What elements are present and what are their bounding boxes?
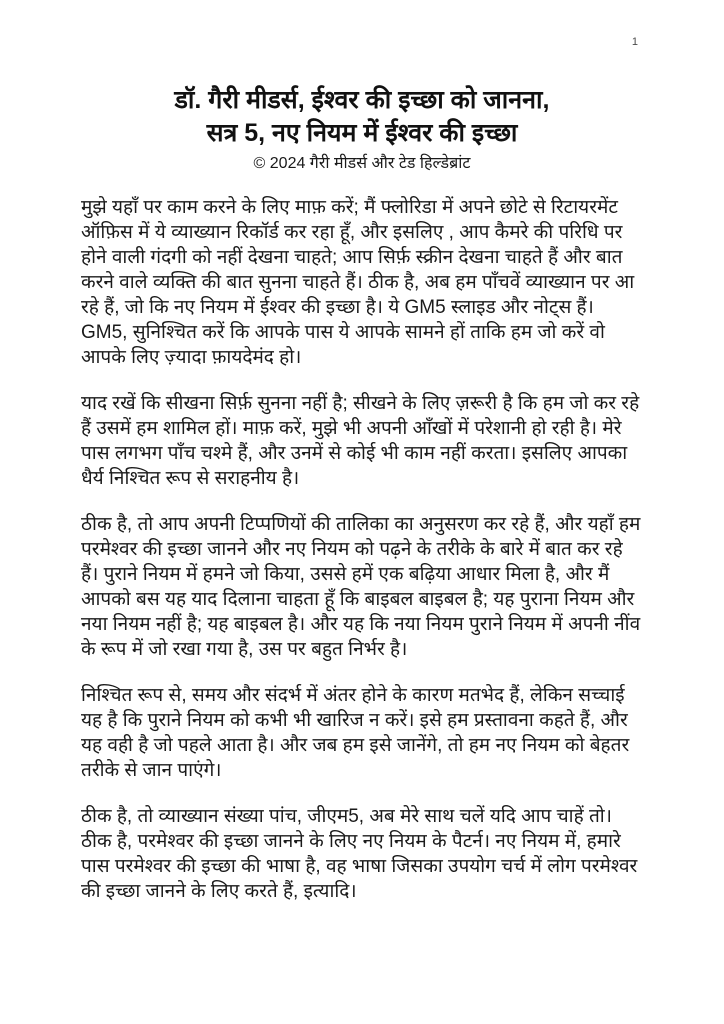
document-header <box>0 84 724 174</box>
title-line-1: डॉ. गैरी मीडर्स, ईश्वर की इच्छा को जानना, <box>174 86 550 114</box>
document-body <box>81 195 644 904</box>
paragraph-5: ठीक है, तो व्याख्यान संख्या पांच, जीएम5, अब मेरे साथ चलें यदि आप चाहें तो। ठीक है, परमेश्वर की इच्छा जानने के लिए नए नियम के पैटर्न। नए नियम में, हमारे पास परमेश्वर की इच्छा की भाषा है, वह भाषा जिसका उपयोग चर्च में लोग परमेश्वर की इच्छा जानने के लिए करते हैं, इत्यादि। <box>81 806 638 902</box>
paragraph-1: मुझे यहाँ पर काम करने के लिए माफ़ करें; मैं फ्लोरिडा में अपने छोटे से रिटायरमेंट ऑफ़िस में ये व्याख्यान रिकॉर्ड कर रहा हूँ, और इसलिए , आप कैमरे की परिधि पर होने वाली गंदगी को नहीं देखना चाहते; आप सिर्फ़ स्क्रीन देखना चाहते हैं और बात करने वाले व्यक्ति की बात सुनना चाहते हैं। ठीक है, अब हम पाँचवें व्याख्यान पर आ रहे हैं, जो कि नए नियम में ईश्वर की इच्छा है। ये GM5 स्लाइड और नोट्स हैं। GM5, सुनिश्चित करें कि आपके पास ये आपके सामने हों ताकि हम जो करें वो आपके लिए ज़्यादा फ़ायदेमंद हो। <box>81 197 635 368</box>
copyright-line: © 2024 गैरी मीडर्स और टेड हिल्डेब्रांट <box>253 155 471 172</box>
paragraph-3: ठीक है, तो आप अपनी टिप्पणियों की तालिका का अनुसरण कर रहे हैं, और यहाँ हम परमेश्वर की इच्छा जानने और नए नियम को पढ़ने के तरीके के बारे में बात कर रहे हैं। पुराने नियम में हमने जो किया, उससे हमें एक बढ़िया आधार मिला है, और मैं आपको बस यह याद दिलाना चाहता हूँ कि बाइबल बाइबल है; यह पुराना नियम और नया नियम नहीं है; यह बाइबल है। और यह कि नया नियम पुराने नियम में अपनी नींव के रूप में जो रखा गया है, उस पर बहुत निर्भर है। <box>81 514 641 660</box>
paragraph-2: याद रखें कि सीखना सिर्फ़ सुनना नहीं है; सीखने के लिए ज़रूरी है कि हम जो कर रहे हैं उसमें हम शामिल हों। माफ़ करें, मुझे भी अपनी आँखों में परेशानी हो रही है। मेरे पास लगभग पाँच चश्मे हैं, और उनमें से कोई भी काम नहीं करता। इसलिए आपका धैर्य निश्चित रूप से सराहनीय है। <box>81 393 640 489</box>
title-line-2: सत्र 5, नए नियम में ईश्वर की इच्छा <box>206 119 518 147</box>
document-title <box>60 84 664 150</box>
paragraph-4: निश्चित रूप से, समय और संदर्भ में अंतर होने के कारण मतभेद हैं, लेकिन सच्चाई यह है कि पुराने नियम को कभी भी खारिज न करें। इसे हम प्रस्तावना कहते हैं, और यह वही है जो पहले आता है। और जब हम इसे जानेंगे, तो हम नए नियम को बेहतर तरीके से जान पाएंगे। <box>81 685 630 781</box>
page-number: 1 <box>631 36 638 48</box>
